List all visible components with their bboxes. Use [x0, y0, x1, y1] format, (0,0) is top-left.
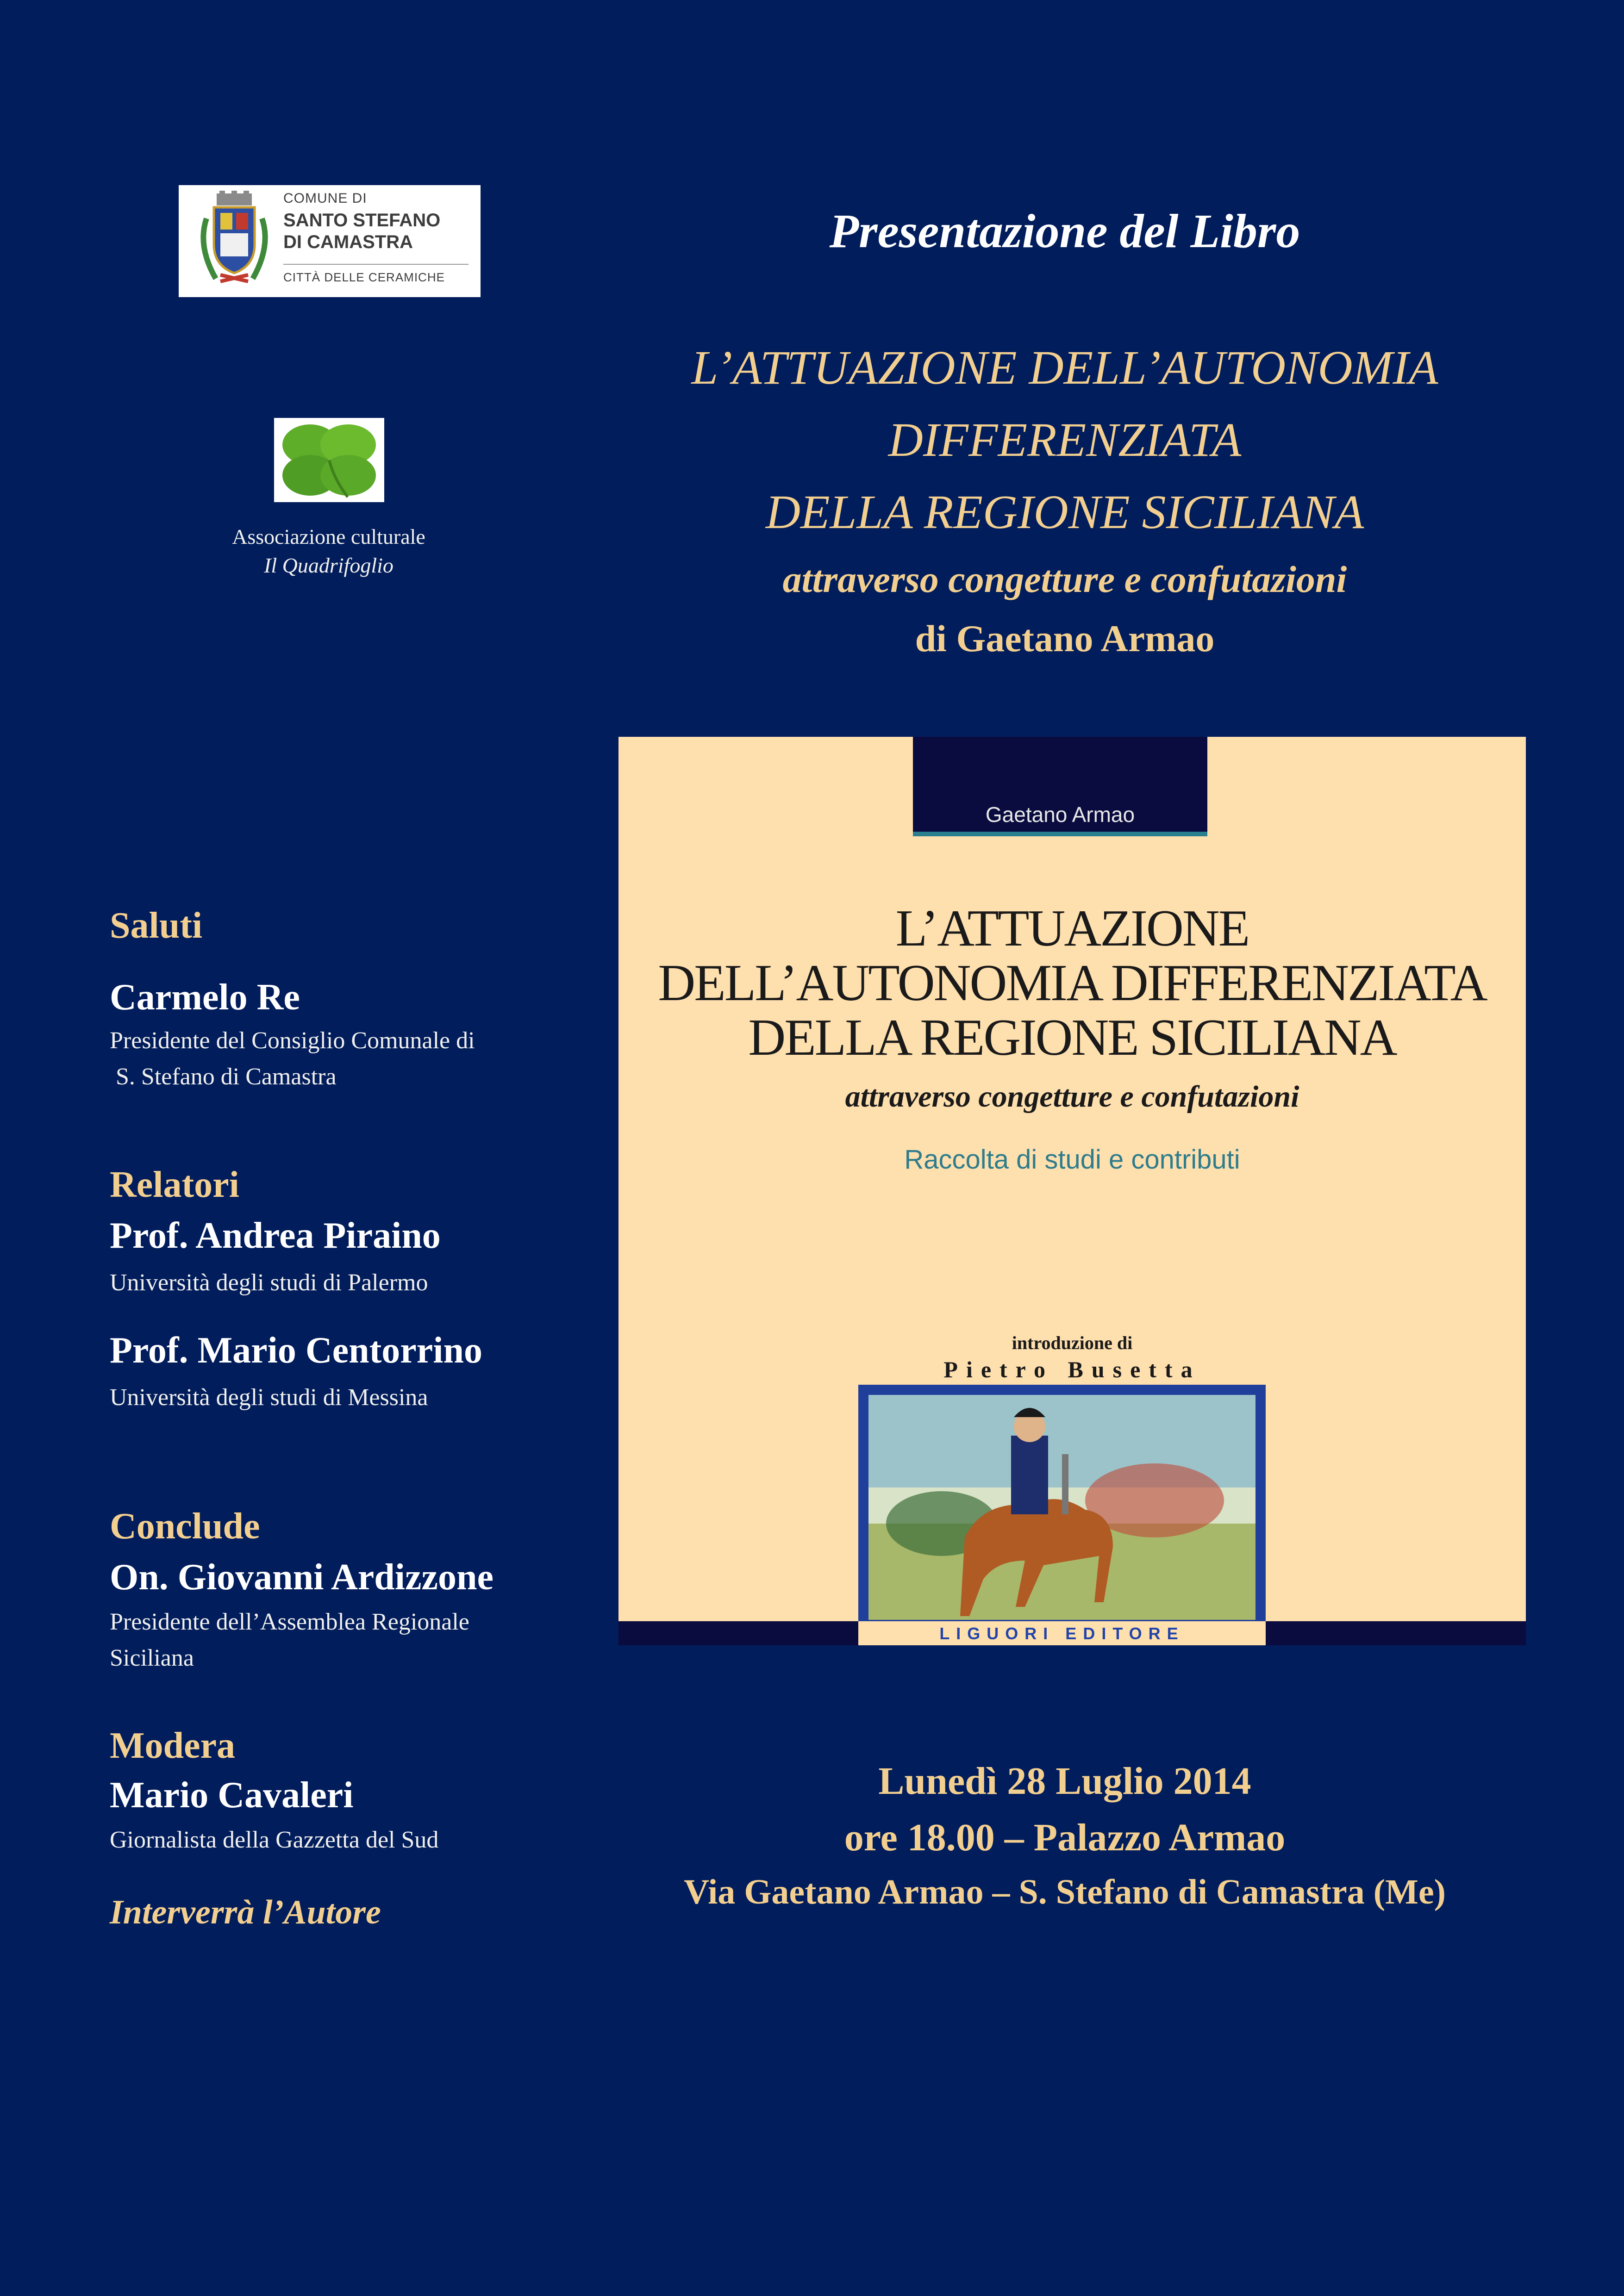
speaker-role-line: Presidente dell’Assemblea Regionale	[110, 1609, 469, 1635]
book-subtitle: attraverso congetture e confutazioni	[782, 558, 1347, 600]
speaker-role: Università degli studi di Palermo	[110, 1269, 428, 1296]
speaker-role-line: Presidente del Consiglio Comunale di	[110, 1027, 475, 1054]
event-address: Via Gaetano Armao – S. Stefano di Camastra (Me)	[684, 1873, 1446, 1911]
cover-subtitle: attraverso congetture e confutazioni	[845, 1080, 1299, 1114]
comune-name-line1: SANTO STEFANO	[283, 210, 441, 230]
association-name: Il Quadrifoglio	[264, 554, 394, 577]
speaker-role	[110, 1604, 469, 1676]
speaker-name: Prof. Andrea Piraino	[110, 1215, 441, 1256]
cover-title-line-1: L’ATTUAZIONE	[895, 900, 1249, 957]
cover-publisher: LIGUORI EDITORE	[939, 1624, 1185, 1643]
cover-author-band	[913, 737, 1207, 836]
author-attendance-note: Interverrà l’Autore	[110, 1893, 381, 1931]
speaker-role-line: S. Stefano di Camastra	[110, 1064, 337, 1090]
comune-motto: CITTÀ DELLE CERAMICHE	[283, 270, 445, 284]
section-title-modera: Modera	[110, 1725, 236, 1766]
speaker-name: Mario Cavaleri	[110, 1775, 354, 1816]
speaker-role: Università degli studi di Messina	[110, 1384, 428, 1411]
event-time-venue: ore 18.00 – Palazzo Armao	[844, 1816, 1286, 1859]
presentation-heading: Presentazione del Libro	[829, 205, 1300, 258]
section-title-conclude: Conclude	[110, 1506, 260, 1547]
association-logo	[274, 418, 384, 502]
speaker-name: Prof. Mario Centorrino	[110, 1330, 482, 1371]
book-title-line-1: L’ATTUAZIONE DELL’AUTONOMIA	[691, 341, 1438, 394]
four-leaf-clover-icon	[274, 418, 384, 502]
cover-intro-label: introduzione di	[1012, 1332, 1133, 1353]
cover-collection: Raccolta di studi e contributi	[904, 1145, 1240, 1175]
section-title-saluti: Saluti	[110, 905, 203, 946]
book-title-line-2: DIFFERENZIATA	[888, 413, 1242, 467]
book-title-line-3: DELLA REGIONE SICILIANA	[765, 485, 1364, 539]
comune-crest-icon	[193, 191, 276, 292]
speaker-role	[110, 1023, 475, 1095]
speaker-name: On. Giovanni Ardizzone	[110, 1557, 493, 1598]
book-cover-image	[618, 737, 1526, 1645]
comune-divider	[283, 264, 468, 265]
ceramic-tile-illustration	[858, 1385, 1266, 1630]
comune-name-line2: DI CAMASTRA	[283, 232, 413, 252]
cover-publisher-band	[858, 1621, 1266, 1645]
event-date: Lunedì 28 Luglio 2014	[878, 1760, 1251, 1803]
section-title-relatori: Relatori	[110, 1164, 239, 1205]
cover-intro-author: Pietro Busetta	[943, 1356, 1201, 1382]
comune-label: COMUNE DI	[283, 191, 367, 206]
cover-title-line-3: DELLA REGIONE SICILIANA	[748, 1009, 1396, 1066]
speaker-role: Giornalista della Gazzetta del Sud	[110, 1827, 439, 1853]
association-label: Associazione culturale	[232, 525, 425, 548]
book-author: di Gaetano Armao	[915, 617, 1215, 660]
comune-logo	[179, 185, 481, 297]
speaker-name: Carmelo Re	[110, 977, 300, 1018]
speaker-role-line: Siciliana	[110, 1645, 194, 1671]
cover-title-line-2: DELL’AUTONOMIA DIFFERENZIATA	[658, 954, 1487, 1012]
cover-author: Gaetano Armao	[985, 803, 1135, 827]
